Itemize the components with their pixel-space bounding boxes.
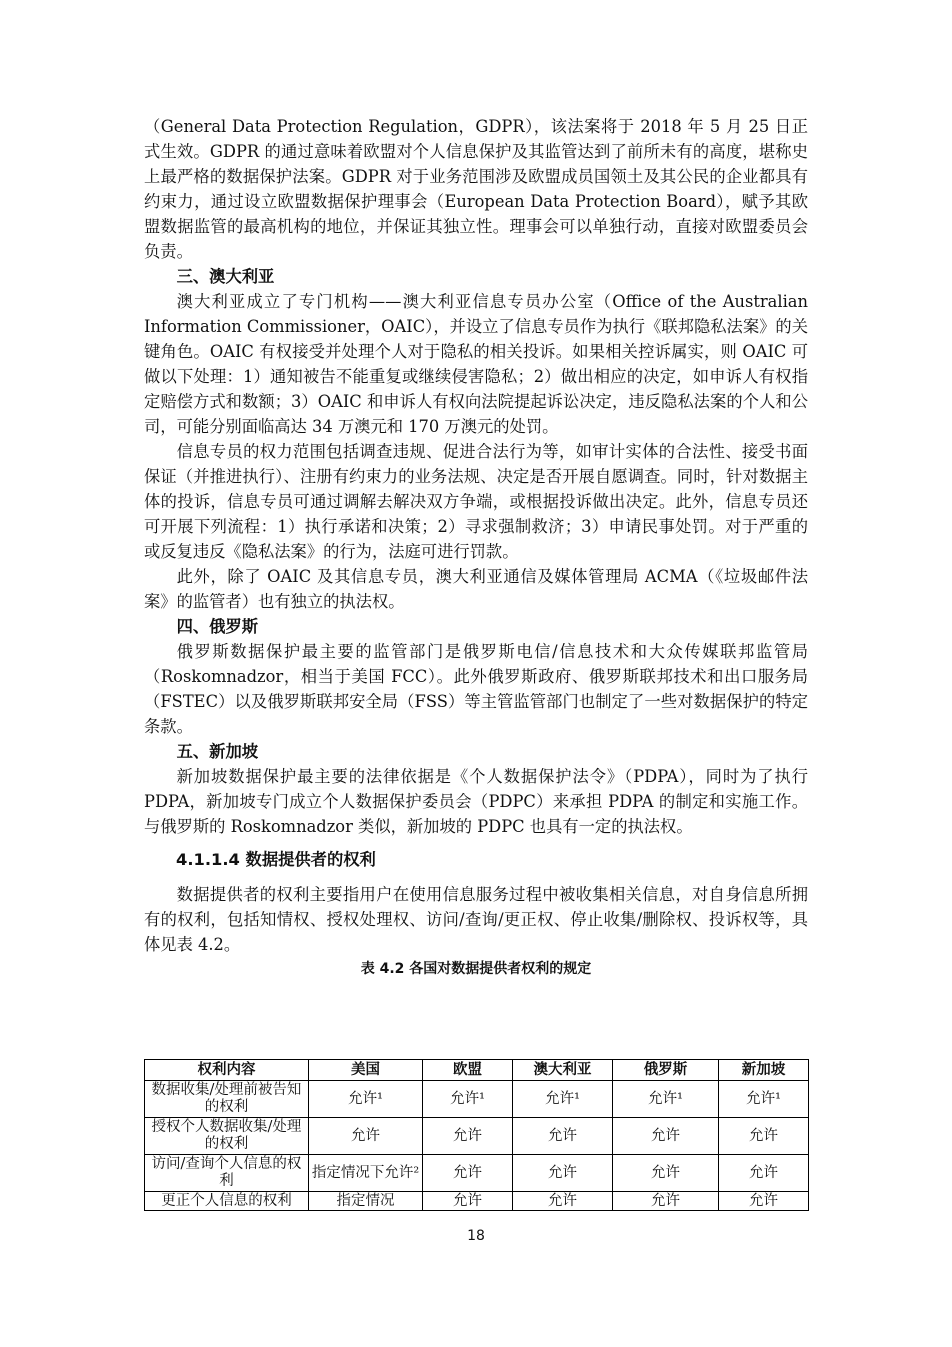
table-cell: 允许¹	[309, 1081, 423, 1118]
table-cell: 指定情况	[309, 1192, 423, 1211]
paragraph-provider-rights: 数据提供者的权利主要指用户在使用信息服务过程中被收集相关信息，对自身信息所拥有的权利，包括知情权、授权处理权、访问/查询/更正权、停止收集/删除权、投诉权等，具体见表 4.2。	[144, 885, 808, 954]
rights-table	[144, 1059, 809, 1211]
table-cell: 指定情况下允许²	[309, 1155, 423, 1192]
paragraph-singapore: 新加坡数据保护最主要的法律依据是《个人数据保护法令》（PDPA），同时为了执行 PDPA，新加坡专门成立个人数据保护委员会（PDPC）来承担 PDPA 的制定和实施工作。与俄罗斯的 Roskomnadzor 类似，新加坡的 PDPC 也具有一定的执法权。	[144, 767, 808, 836]
section-heading: 4.1.1.4 数据提供者的权利	[176, 850, 376, 869]
table-caption: 表 4.2 各国对数据提供者权利的规定	[360, 961, 592, 977]
table-cell: 允许	[719, 1155, 809, 1192]
table-cell: 允许¹	[613, 1081, 719, 1118]
table-cell: 允许	[309, 1118, 423, 1155]
table-cell: 允许	[513, 1192, 613, 1211]
table-cell: 允许¹	[423, 1081, 513, 1118]
header-singapore: 新加坡	[719, 1060, 809, 1081]
table-row	[145, 1155, 809, 1192]
table-cell: 允许¹	[719, 1081, 809, 1118]
header-eu: 欧盟	[423, 1060, 513, 1081]
table-row	[145, 1192, 809, 1211]
heading-russia: 四、俄罗斯	[176, 617, 259, 636]
table-cell: 更正个人信息的权利	[145, 1192, 309, 1211]
table-cell: 授权个人数据收集/处理的权利	[145, 1118, 309, 1155]
table-cell: 允许	[513, 1118, 613, 1155]
paragraph-commissioner-powers: 信息专员的权力范围包括调查违规、促进合法行为等，如审计实体的合法性、接受书面保证（并推进执行）、注册有约束力的业务法规、决定是否开展自愿调查。同时，针对数据主体的投诉，信息专员可通过调解去解决双方争端，或根据投诉做出决定。此外，信息专员还可开展下列流程：1）执行承诺和决策；2）寻求强制救济；3）申请民事处罚。对于严重的或反复违反《隐私法案》的行为，法庭可进行罚款。	[144, 442, 808, 561]
header-right-content: 权利内容	[145, 1060, 309, 1081]
table-cell: 访问/查询个人信息的权利	[145, 1155, 309, 1192]
table-cell: 允许	[423, 1155, 513, 1192]
header-russia: 俄罗斯	[613, 1060, 719, 1081]
paragraph-gdpr: （General Data Protection Regulation，GDPR），该法案将于 2018 年 5 月 25 日正式生效。GDPR 的通过意味着欧盟对个人信息保护及其监管达到了前所未有的高度，堪称史上最严格的数据保护法案。GDPR 对于业务范围涉及欧盟成员国领土及其公民的企业都具有约束力，通过设立欧盟数据保护理事会（European Data Protection Board），赋予其欧盟数据监管的最高机构的地位，并保证其独立性。理事会可以单独行动，直接对欧盟委员会负责。	[144, 117, 808, 261]
heading-australia: 三、澳大利亚	[176, 267, 275, 286]
page-number: 18	[467, 1228, 485, 1244]
table-row	[145, 1081, 809, 1118]
table-cell: 允许	[613, 1118, 719, 1155]
table-cell: 数据收集/处理前被告知的权利	[145, 1081, 309, 1118]
paragraph-australia-oaic: 澳大利亚成立了专门机构——澳大利亚信息专员办公室（Office of the Australian Information Commissioner，OAIC），并设立了信息专员作为执行《联邦隐私法案》的关键角色。OAIC 有权接受并处理个人对于隐私的相关投诉。如果相关控诉属实，则 OAIC 可做以下处理：1）通知被告不能重复或继续侵害隐私；2）做出相应的决定，如申诉人有权指定赔偿方式和数额；3）OAIC 和申诉人有权向法院提起诉讼决定，违反隐私法案的个人和公司，可能分别面临高达 34 万澳元和 170 万澳元的处罚。	[144, 292, 808, 436]
table-cell: 允许	[613, 1192, 719, 1211]
table-cell: 允许	[423, 1118, 513, 1155]
table-row	[145, 1118, 809, 1155]
header-usa: 美国	[309, 1060, 423, 1081]
header-australia: 澳大利亚	[513, 1060, 613, 1081]
table-cell: 允许	[423, 1192, 513, 1211]
table-cell: 允许	[513, 1155, 613, 1192]
paragraph-acma: 此外，除了 OAIC 及其信息专员，澳大利亚通信及媒体管理局 ACMA（《垃圾邮件法案》的监管者）也有独立的执法权。	[144, 567, 808, 611]
paragraph-russia: 俄罗斯数据保护最主要的监管部门是俄罗斯电信/信息技术和大众传媒联邦监管局（Roskomnadzor，相当于美国 FCC）。此外俄罗斯政府、俄罗斯联邦技术和出口服务局（FSTEC）以及俄罗斯联邦安全局（FSS）等主管监管部门也制定了一些对数据保护的特定条款。	[144, 642, 808, 736]
table-header-row	[145, 1060, 809, 1081]
body-text	[144, 114, 808, 979]
table-cell: 允许	[719, 1118, 809, 1155]
table-cell: 允许	[719, 1192, 809, 1211]
heading-singapore: 五、新加坡	[176, 742, 259, 761]
table-cell: 允许	[613, 1155, 719, 1192]
table-cell: 允许¹	[513, 1081, 613, 1118]
